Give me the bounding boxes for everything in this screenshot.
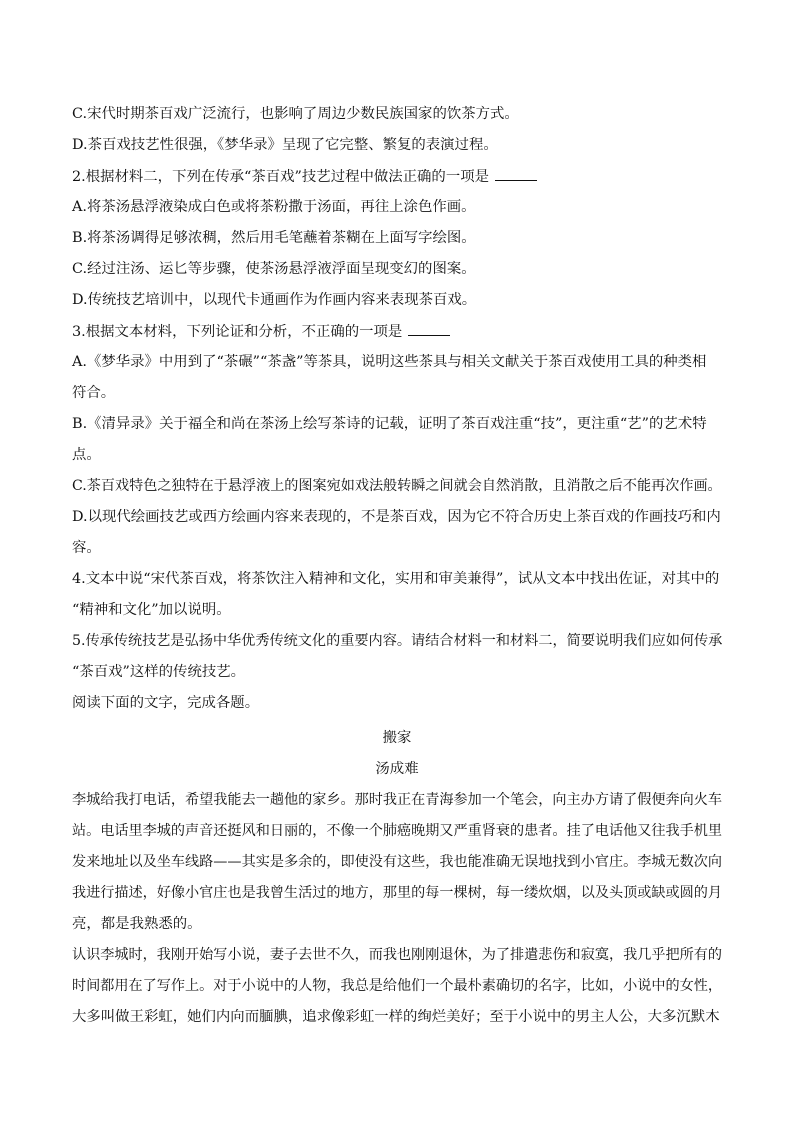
q2-option-d: D.传统技艺培训中，以现代卡通画作为作画内容来表现茶百戏。 <box>72 292 477 308</box>
q1-option-c: C.宋代时期茶百戏广泛流行，也影响了周边少数民族国家的饮茶方式。 <box>72 106 519 122</box>
story-p2-line: 大多叫做王彩虹，她们内向而腼腆，追求像彩虹一样的绚烂美好；至于小说中的男主人公，大多沉默木 <box>72 1009 720 1025</box>
q5-line2: “茶百戏”这样的传统技艺。 <box>72 664 246 680</box>
story-p2-line: 认识李城时，我刚开始写小说，妻子去世不久，而我也刚刚退休，为了排遣悲伤和寂寞，我几乎把所有的 <box>72 947 723 963</box>
q2-option-c: C.经过注汤、运匕等步骤，使茶汤悬浮液浮面呈现变幻的图案。 <box>72 261 476 277</box>
story-p2-line: 时间都用在了写作上。对于小说中的人物，我总是给他们一个最朴素确切的名字，比如，小说中的女性， <box>72 978 723 994</box>
q4-line1: 4.文本中说“宋代茶百戏，将茶饮注入精神和文化，实用和审美兼得”，试从文本中找出佐证，对其中的 <box>72 571 720 587</box>
q3-option-a-line1: A.《梦华录》中用到了“茶碾”“茶盏”等茶具，说明这些茶具与相关文献关于茶百戏使用工具的种类相 <box>72 354 707 370</box>
q3-stem <box>72 321 722 342</box>
q5-line1: 5.传承传统技艺是弘扬中华优秀传统文化的重要内容。请结合材料一和材料二，简要说明我们应如何传承 <box>72 633 723 649</box>
q3-option-d-line2: 容。 <box>72 540 101 556</box>
story-title: 搬家 <box>382 730 412 746</box>
answer-blank <box>408 321 450 336</box>
reading-instruction: 阅读下面的文字，完成各题。 <box>72 695 260 711</box>
q2-option-a: A.将茶汤悬浮液染成白色或将茶粉撒于汤面，再往上涂色作画。 <box>72 199 476 215</box>
story-author: 汤成难 <box>375 761 419 777</box>
q3-option-d-line1: D.以现代绘画技艺或西方绘画内容来表现的，不是茶百戏，因为它不符合历史上茶百戏的作画技巧和内 <box>72 509 721 525</box>
answer-blank <box>495 166 537 181</box>
q3-stem-text: 3.根据文本材料，下列论证和分析，不正确的一项是 <box>72 324 403 340</box>
q2-stem <box>72 166 722 187</box>
story-p1-line: 发来地址以及坐车线路——其实是多余的，即使没有这些，我也能准确无误地找到小官庄。李城无数次向 <box>72 854 723 870</box>
story-p1-line: 李城给我打电话，希望我能去一趟他的家乡。那时我正在青海参加一个笔会，向主办方请了假便奔向火车 <box>72 792 723 808</box>
q3-option-a-line2: 符合。 <box>72 385 116 401</box>
story-p1-line: 站。电话里李城的声音还挺风和日丽的，不像一个肺癌晚期又严重肾衰的患者。挂了电话他又往我手机里 <box>72 823 723 839</box>
story-p1-line: 亮，都是我熟悉的。 <box>72 916 202 932</box>
story-p1-line: 我进行描述，好像小官庄也是我曾生活过的地方，那里的每一棵树，每一缕炊烟，以及头顶或缺或圆的月 <box>72 885 723 901</box>
q3-option-b-line1: B.《清异录》关于福全和尚在茶汤上绘写茶诗的记载，证明了茶百戏注重“技”，更注重“艺”的艺术特 <box>72 416 707 432</box>
q4-line2: “精神和文化”加以说明。 <box>72 602 231 618</box>
q1-option-d: D.茶百戏技艺性很强，《梦华录》呈现了它完整、繁复的表演过程。 <box>72 137 498 153</box>
q2-stem-text: 2.根据材料二，下列在传承“茶百戏”技艺过程中做法正确的一项是 <box>72 169 489 185</box>
q2-option-b: B.将茶汤调得足够浓稠，然后用毛笔蘸着茶糊在上面写字绘图。 <box>72 230 476 246</box>
q3-option-c: C.茶百戏特色之独特在于悬浮液上的图案宛如戏法般转瞬之间就会自然消散，且消散之后不能再次作画。 <box>72 478 722 494</box>
q3-option-b-line2: 点。 <box>72 447 101 463</box>
